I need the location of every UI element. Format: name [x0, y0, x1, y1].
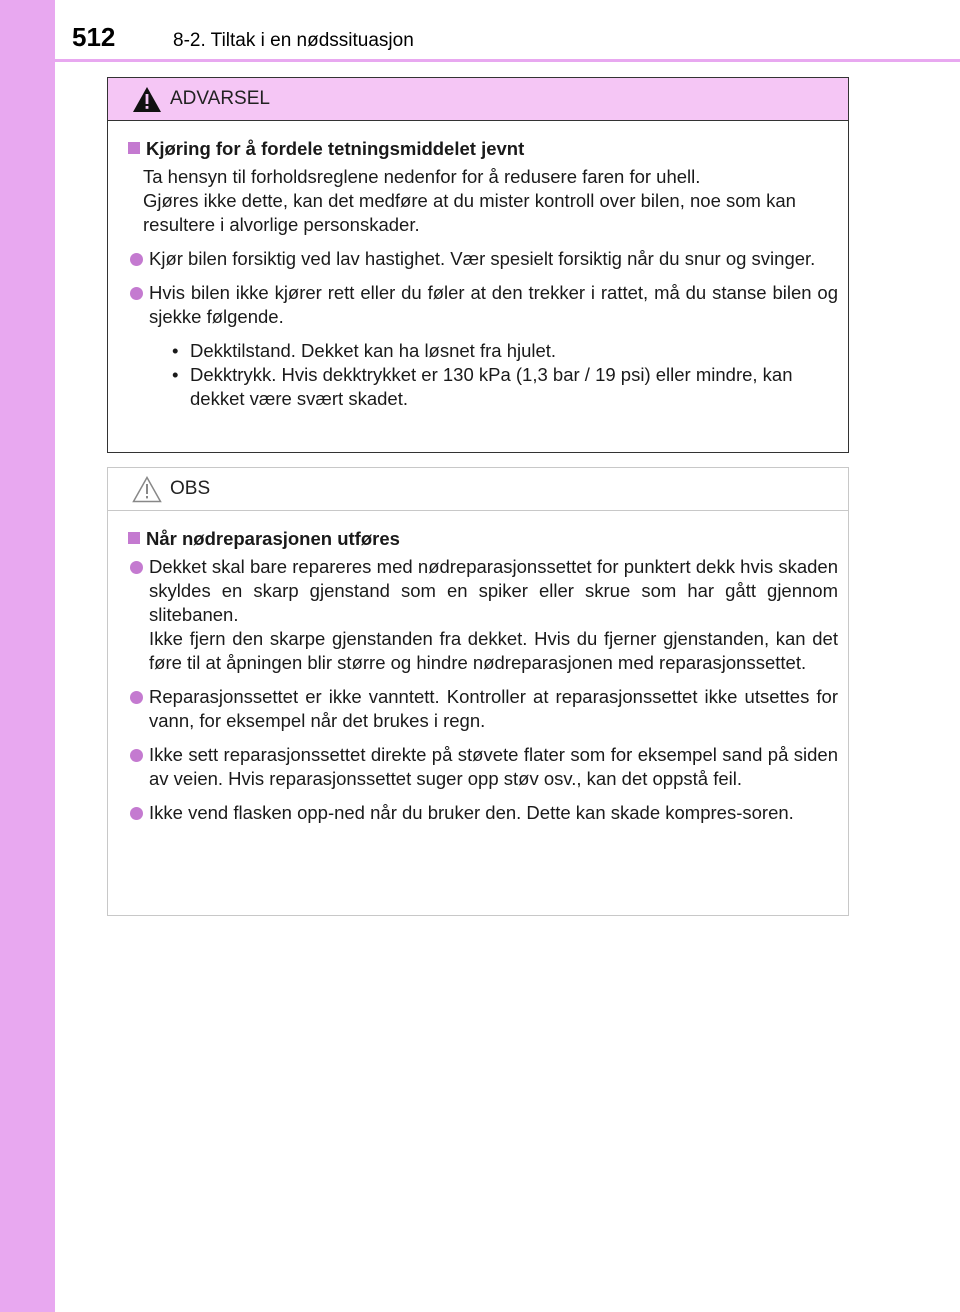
notice-bullet: [128, 801, 838, 825]
sub-bullet-mark: •: [172, 364, 179, 385]
notice-box-body: [108, 511, 848, 825]
warning-sub-bullet-text: Dekktilstand. Dekket kan ha løsnet fra hjulet.: [190, 340, 557, 361]
notice-section-title: [128, 527, 838, 551]
notice-bullet-line: Ikke fjern den skarpe gjenstanden fra dekket. Hvis du fjerner gjenstanden, kan det føre til at åpningen blir større og hindre nødreparasjonen med reparasjonssettet.: [149, 628, 838, 673]
square-bullet-icon: [128, 532, 140, 544]
notice-label: OBS: [170, 478, 211, 499]
warning-sub-bullet-text: Dekktrykk. Hvis dekktrykket er 130 kPa (1,3 bar / 19 psi) eller mindre, kan dekket være svært skadet.: [190, 364, 793, 409]
header-rule: [55, 59, 960, 62]
notice-box-header: [108, 468, 848, 511]
warning-section-title: [128, 137, 838, 161]
round-bullet-icon: [130, 691, 143, 704]
caution-triangle-icon: [132, 476, 162, 503]
side-color-strip: [0, 0, 55, 1312]
notice-bullet: [128, 685, 838, 733]
round-bullet-icon: [130, 253, 143, 266]
warning-bullet: [128, 247, 838, 271]
warning-bullet-text: Kjør bilen forsiktig ved lav hastighet. Vær spesielt forsiktig når du snur og svinger.: [149, 248, 816, 269]
sub-bullet-mark: •: [172, 340, 179, 361]
warning-bullet-text: Hvis bilen ikke kjører rett eller du føler at den trekker i rattet, må du stanse bilen og sjekke følgende.: [149, 282, 838, 327]
round-bullet-icon: [130, 287, 143, 300]
warning-intro-1: Ta hensyn til forholdsreglene nedenfor for å redusere faren for uhell.: [143, 166, 701, 187]
notice-bullet-text: Reparasjonssettet er ikke vanntett. Kontroller at reparasjonssettet ikke utsettes for vann, for eksempel når det brukes i regn.: [149, 686, 838, 731]
warning-box-body: [108, 121, 848, 411]
notice-section-title-text: Når nødreparasjonen utføres: [146, 528, 400, 549]
round-bullet-icon: [130, 561, 143, 574]
warning-sub-bullet: [128, 363, 838, 411]
notice-bullet-text: Ikke vend flasken opp-ned når du bruker den. Dette kan skade kompres-soren.: [149, 802, 794, 823]
round-bullet-icon: [130, 749, 143, 762]
notice-box: [107, 467, 849, 916]
warning-box: [107, 77, 849, 453]
warning-box-header: [108, 78, 848, 121]
warning-label: ADVARSEL: [170, 88, 270, 109]
warning-triangle-icon: [132, 86, 162, 113]
notice-bullet-line: Dekket skal bare repareres med nødreparasjonssettet for punktert dekk hvis skaden skyldes en skarp gjenstand som en spiker eller skrue som har gått gjennom slitebanen.: [149, 556, 838, 625]
page-header: [0, 0, 960, 62]
notice-bullet-text: Ikke sett reparasjonssettet direkte på støvete flater som for eksempel sand på siden av veien. Hvis reparasjonssettet suger opp støv osv., kan det oppstå feil.: [149, 744, 838, 789]
round-bullet-icon: [130, 807, 143, 820]
page-number: 512: [72, 22, 116, 52]
chapter-title: 8-2. Tiltak i en nødssituasjon: [173, 30, 414, 51]
square-bullet-icon: [128, 142, 140, 154]
warning-section-title-text: Kjøring for å fordele tetningsmiddelet jevnt: [146, 138, 525, 159]
notice-bullet: [128, 743, 838, 791]
warning-sub-bullet: [128, 339, 838, 363]
notice-bullet: [128, 555, 838, 675]
warning-intro-2: Gjøres ikke dette, kan det medføre at du mister kontroll over bilen, noe som kan resultere i alvorlige personskader.: [143, 190, 796, 235]
warning-bullet: [128, 281, 838, 329]
notice-bullet-text: [149, 555, 838, 675]
